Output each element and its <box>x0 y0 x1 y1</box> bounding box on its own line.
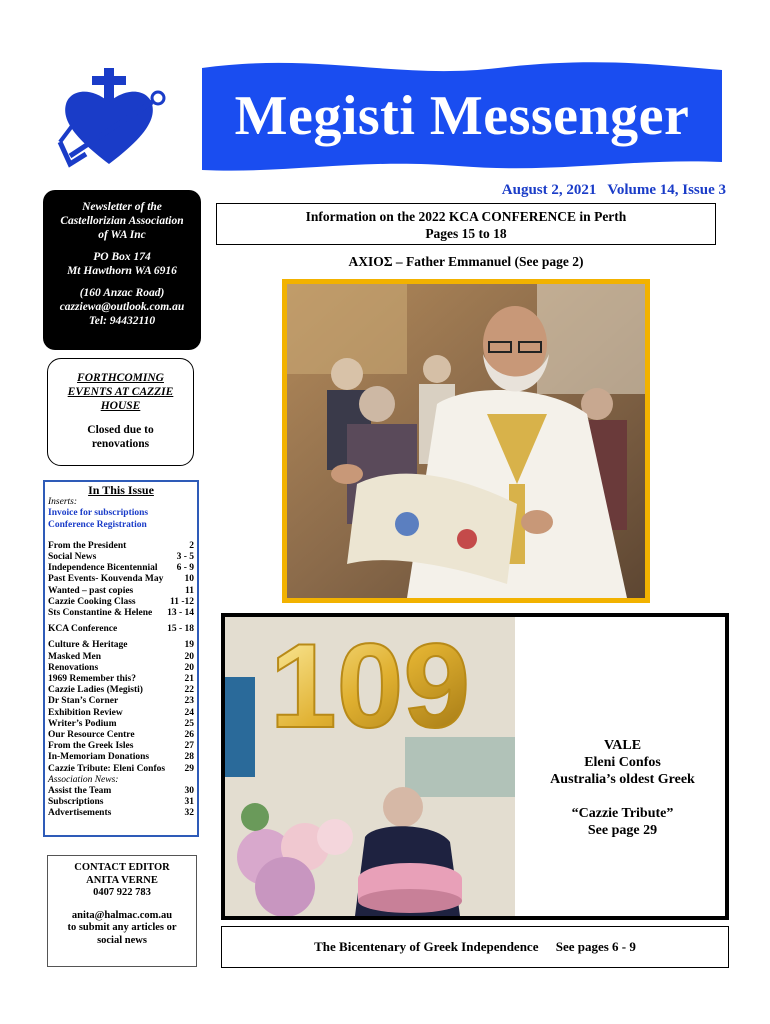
toc-entry-label: Culture & Heritage <box>48 640 128 651</box>
toc-entry <box>48 674 194 685</box>
toc-entry <box>48 808 194 819</box>
toc-entry-label: 1969 Remember this? <box>48 674 136 685</box>
toc-entry-page: 19 <box>184 640 194 651</box>
newsletter-title: Megisti Messenger <box>234 85 690 147</box>
toc-entry-page: 29 <box>184 763 194 774</box>
association-info-box <box>43 190 201 350</box>
editor-phone: 0407 922 783 <box>93 887 151 898</box>
toc-entry-page: 11 -12 <box>169 596 194 607</box>
toc-entry <box>48 574 194 585</box>
info-line: Castellorizian Association <box>60 215 184 227</box>
toc-entry-label: Exhibition Review <box>48 707 123 718</box>
insert-item: Invoice for subscriptions <box>48 508 149 519</box>
toc-group <box>48 541 194 619</box>
toc-entry-label: Sts Constantine & Helene <box>48 608 153 619</box>
toc-entry-page: 20 <box>184 651 194 662</box>
toc-entry-page: 25 <box>184 718 194 729</box>
toc-entry-label: KCA Conference <box>48 624 118 635</box>
street-address: (160 Anzac Road) <box>79 287 165 299</box>
toc-entry-page: 10 <box>184 574 194 585</box>
toc-entry-label: Cazzie Ladies (Megisti) <box>48 685 143 696</box>
toc-entry <box>48 624 194 635</box>
toc-entry <box>48 730 194 741</box>
bicentenary-pages: See pages 6 - 9 <box>555 939 636 954</box>
toc-entry-label: Social News <box>48 552 97 563</box>
toc-group <box>48 640 194 774</box>
toc-entry-label: Our Resource Centre <box>48 730 135 741</box>
vale-tribute-text <box>520 737 725 839</box>
po-address: Mt Hawthorn WA 6916 <box>67 265 177 277</box>
issue-date-volume: August 2, 2021 Volume 14, Issue 3 <box>501 182 726 198</box>
toc-entry-page: 23 <box>184 696 194 707</box>
toc-entry-page: 3 - 5 <box>176 552 194 563</box>
association-logo-icon <box>52 64 172 176</box>
contact-note: to submit any articles or <box>67 922 177 933</box>
toc-entry <box>48 597 194 608</box>
events-status: Closed due to <box>87 424 154 436</box>
toc-entry <box>48 608 194 619</box>
toc-entry-label: From the President <box>48 540 127 551</box>
toc-entry-label: Writer’s Podium <box>48 718 117 729</box>
balloon-number: 109 <box>269 619 471 753</box>
events-title: FORTHCOMING EVENTS AT CAZZIE HOUSE <box>67 372 174 412</box>
bicentenary-headline: The Bicentenary of Greek Independence <box>314 939 539 954</box>
editor-email[interactable]: anita@halmac.com.au <box>71 909 173 921</box>
toc-entry <box>48 752 194 763</box>
conference-info-box <box>216 203 716 245</box>
toc-entry-label: Past Events- Kouvenda May <box>48 574 164 585</box>
toc-entry-page: 11 <box>185 585 194 596</box>
toc-title: In This Issue <box>88 483 154 497</box>
toc-entry-label: Independence Bicentennial <box>48 563 158 574</box>
toc-entry <box>48 652 194 663</box>
toc-entry <box>48 663 194 674</box>
toc-entry <box>48 586 194 597</box>
vale-heading: VALE <box>603 738 642 753</box>
toc-entry <box>48 708 194 719</box>
toc-entry-label: Masked Men <box>48 651 102 662</box>
info-line: of WA Inc <box>98 229 146 241</box>
association-phone: Tel: 94432110 <box>88 315 156 327</box>
toc-entry-page: 13 - 14 <box>167 608 194 619</box>
vale-page-ref: See page 29 <box>587 823 658 838</box>
toc-entry-label: In-Memoriam Donations <box>48 752 150 763</box>
toc-entry <box>48 563 194 574</box>
editor-name: ANITA VERNE <box>86 874 158 886</box>
vale-tribute-title: “Cazzie Tribute” <box>571 806 674 821</box>
conference-pages: Pages 15 to 18 <box>425 226 507 241</box>
toc-entry-label: Cazzie Tribute: Eleni Confos <box>48 763 166 774</box>
contact-editor-box <box>47 855 197 967</box>
toc-entry-label: Cazzie Cooking Class <box>48 596 136 607</box>
birthday-photo-illustration <box>225 617 515 916</box>
po-box: PO Box 174 <box>93 251 151 263</box>
eleni-confos-photo <box>225 617 515 916</box>
conference-headline: Information on the 2022 KCA CONFERENCE in Perth <box>305 209 627 224</box>
toc-group <box>48 624 194 635</box>
toc-entry <box>48 719 194 730</box>
inserts-label: Inserts: <box>48 497 78 508</box>
toc-entry <box>48 696 194 707</box>
father-emmanuel-photo <box>282 279 650 603</box>
toc-entry-label: Assist the Team <box>48 786 112 797</box>
bicentenary-box <box>221 926 729 968</box>
forthcoming-events-box <box>47 358 194 466</box>
toc-entry <box>48 741 194 752</box>
toc-entry-label: Advertisements <box>48 808 112 819</box>
toc-entry-page: 28 <box>184 752 194 763</box>
toc-entry-page: 26 <box>184 730 194 741</box>
priest-photo-illustration <box>287 284 645 598</box>
toc-entry-label: Wanted – past copies <box>48 585 134 596</box>
toc-entry <box>48 552 194 563</box>
association-news-label: Association News: <box>48 774 119 785</box>
toc-entry-label: Renovations <box>48 662 99 673</box>
toc-entry-page: 27 <box>184 741 194 752</box>
toc-entry <box>48 786 194 797</box>
toc-entry <box>48 764 194 775</box>
toc-entry-page: 30 <box>184 786 194 797</box>
vale-name: Eleni Confos <box>584 755 661 770</box>
toc-entry-label: Subscriptions <box>48 797 104 808</box>
toc-entry-page: 6 - 9 <box>176 563 194 574</box>
toc-entry-label: Dr Stan’s Corner <box>48 696 119 707</box>
toc-entry-page: 32 <box>184 808 194 819</box>
toc-entry <box>48 797 194 808</box>
in-this-issue-box <box>43 480 199 837</box>
toc-entry <box>48 541 194 552</box>
toc-entry <box>48 685 194 696</box>
contact-note: social news <box>97 934 147 946</box>
toc-entry-page: 15 - 18 <box>167 624 194 635</box>
association-email: cazziewa@outlook.com.au <box>59 301 185 313</box>
toc-entry-page: 31 <box>184 797 194 808</box>
toc-entry-label: From the Greek Isles <box>48 741 134 752</box>
toc-entry-page: 2 <box>189 540 194 551</box>
toc-entry-page: 24 <box>184 707 194 718</box>
info-line: Newsletter of the <box>82 201 162 213</box>
photo-caption: ΑΧΙΟΣ – Father Emmanuel (See page 2) <box>348 254 584 269</box>
toc-entry-page: 22 <box>184 685 194 696</box>
toc-group <box>48 786 194 820</box>
toc-entry <box>48 640 194 651</box>
toc-entry-page: 20 <box>184 662 194 673</box>
vale-description: Australia’s oldest Greek <box>550 772 695 787</box>
contact-heading: CONTACT EDITOR <box>74 862 170 873</box>
insert-item: Conference Registration <box>48 519 147 530</box>
events-status: renovations <box>91 438 150 450</box>
toc-entry-page: 21 <box>184 674 194 685</box>
